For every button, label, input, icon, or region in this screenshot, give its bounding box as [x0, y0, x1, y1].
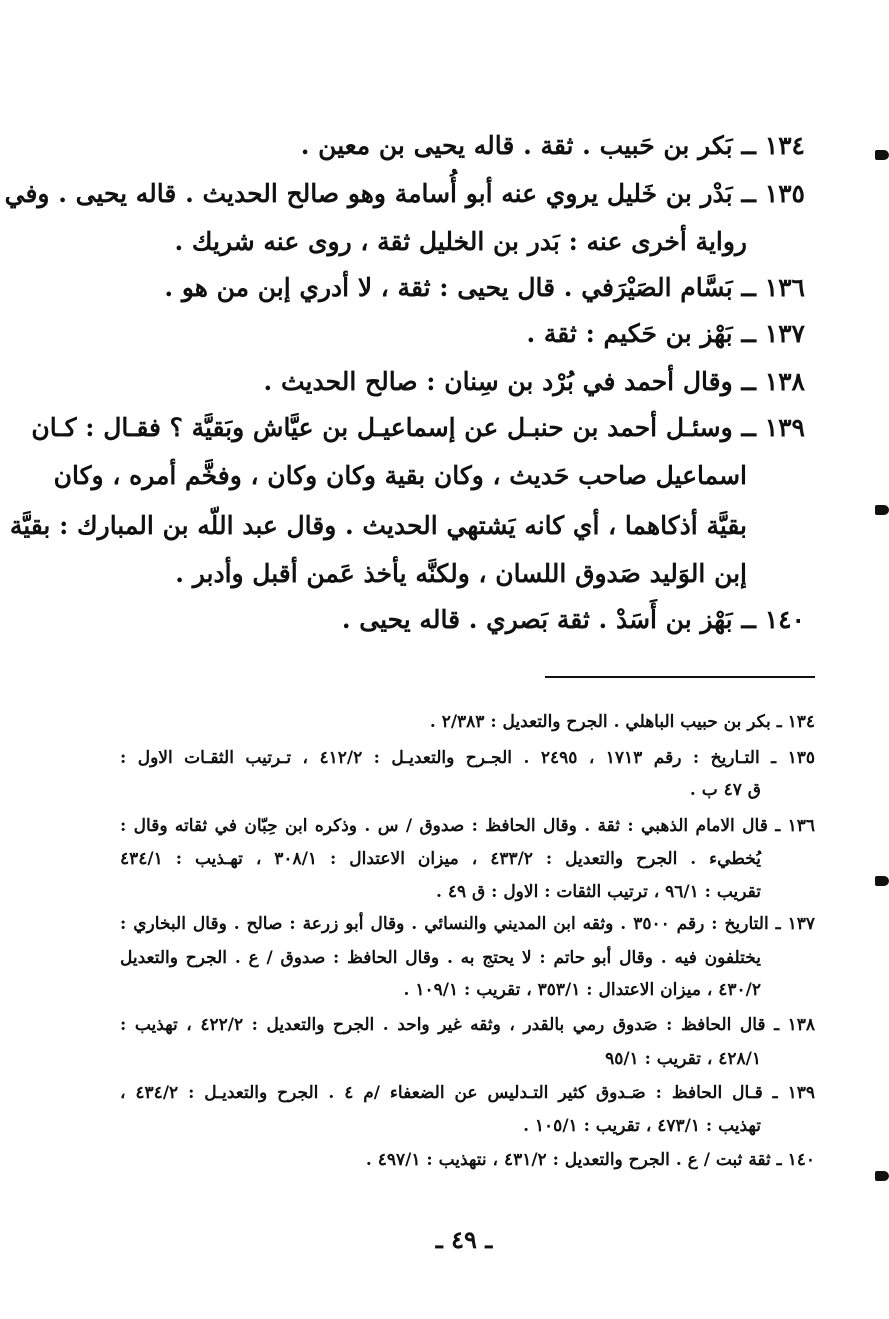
entry-139-line-1: ١٣٩ ــ وسئـل أحمد بن حنبـل عن إسماعيـل بن عيَّاش وبَقيَّة ؟ فقـال : كـان	[31, 413, 805, 442]
entry-140: ١٤٠ ــ بَهْز بن أَسَدْ . ثقة بَصري . قاله يحيى .	[341, 605, 805, 634]
footnote-137-line-2: يختلفون فيه . وقال أبو حاتم : لا يحتج به . وقال الحافظ : صدوق / ع . الجرح والتعديل	[120, 948, 761, 968]
footnote-135-line-2: ق ٤٧ ب .	[689, 780, 761, 800]
entry-135-line-2: رواية أخرى عنه : بَدر بن الخليل ثقة ، روى عنه شريك .	[174, 227, 747, 256]
entry-134: ١٣٤ ــ بَكر بن حَبيب . ثقة . قاله يحيى بن معين .	[300, 131, 805, 160]
page-number: ـ ٤٩ ـ	[435, 1225, 493, 1254]
footnote-140: ١٤٠ ـ ثقة ثبت / ع . الجرح والتعديل : ٤٣١/٢ ، نتهذيب : ٤٩٧/١ .	[365, 1150, 815, 1170]
entry-135-line-1: ١٣٥ ــ بَدْر بن خَليل يروي عنه أبو أُسامة وهو صالح الحديث . قاله يحيى . وفي	[4, 179, 805, 208]
footnote-138-line-2: ٤٢٨/١ ، تقريب : ٩٥/١	[605, 1049, 761, 1069]
footnote-136-line-2: يُخطيء . الجرح والتعديل : ٤٣٣/٢ ، ميزان الاعتدال : ٣٠٨/١ ، تهـذيب : ٤٣٤/١	[120, 849, 761, 869]
footnote-137-line-3: ٤٣٠/٢ ، ميزان الاعتدال : ٣٥٣/١ ، تقريب : ١٠٩/١ .	[403, 980, 761, 1000]
scan-binding-mark	[875, 876, 889, 886]
footnote-138-line-1: ١٣٨ ـ قال الحافظ : صَدوق رمي بالقدر ، وثقه غير واحد . الجرح والتعديل : ٤٢٢/٢ ، تهذيب :	[120, 1015, 816, 1035]
footnote-136-line-1: ١٣٦ ـ قال الامام الذهبي : ثقة . وقال الحافظ : صدوق / س . وذكره ابن حِبّان في ثقاته وقال :	[120, 816, 815, 836]
footnote-134: ١٣٤ ـ بكر بن حبيب الباهلي . الجرح والتعديل : ٢/٣٨٣ .	[429, 712, 815, 732]
footnote-separator	[545, 676, 815, 678]
footnote-136-line-3: تقريب : ٩٦/١ ، ترتيب الثقات : الاول : ق ٤٩ .	[435, 882, 761, 902]
entry-136: ١٣٦ ــ بَسَّام الصَيْرَفي . قال يحيى : ثقة ، لا أدري إبن من هو .	[164, 273, 805, 302]
entry-139-line-2: اسماعيل صاحب حَديث ، وكان بقية وكان وكان ، وفخَّم أمره ، وكان	[53, 461, 747, 490]
entry-139-line-4: إبن الوَليد صَدوق اللسان ، ولكنَّه يأخذ عَمن أقبل وأدبر .	[175, 559, 747, 588]
footnote-139-line-2: تهذيب : ٤٧٣/١ ، تقريب : ١٠٥/١ .	[523, 1116, 761, 1136]
scan-binding-mark	[875, 1171, 889, 1181]
entry-138: ١٣٨ ــ وقال أحمد في بُرْد بن سِنان : صالح الحديث .	[263, 367, 805, 396]
scan-binding-mark	[875, 150, 889, 160]
entry-139-line-3: بقيَّة أذكاهما ، أي كانه يَشتهي الحديث . وقال عبد اللّه بن المبارك : بقيَّة	[9, 511, 747, 540]
scan-binding-mark	[875, 505, 889, 515]
footnote-137-line-1: ١٣٧ ـ التاريخ : رقم ٣٥٠٠ . وثقه ابن المديني والنسائي . وقال أبو زرعة : صالح . وقال البخاري :	[120, 914, 815, 934]
footnote-139-line-1: ١٣٩ ـ قـال الحافظ : صَـدوق كثير التـدليس عن الضعفاء /م ٤ . الجرح والتعديـل : ٤٣٤/٢ ،	[120, 1083, 815, 1103]
entry-137: ١٣٧ ــ بَهْز بن حَكيم : ثقة .	[526, 319, 805, 348]
footnote-135-line-1: ١٣٥ ـ التـاريخ : رقم ١٧١٣ ، ٢٤٩٥ . الجـرح والتعديـل : ٤١٢/٢ ، تـرتيب الثقـات الاول :	[120, 748, 816, 768]
